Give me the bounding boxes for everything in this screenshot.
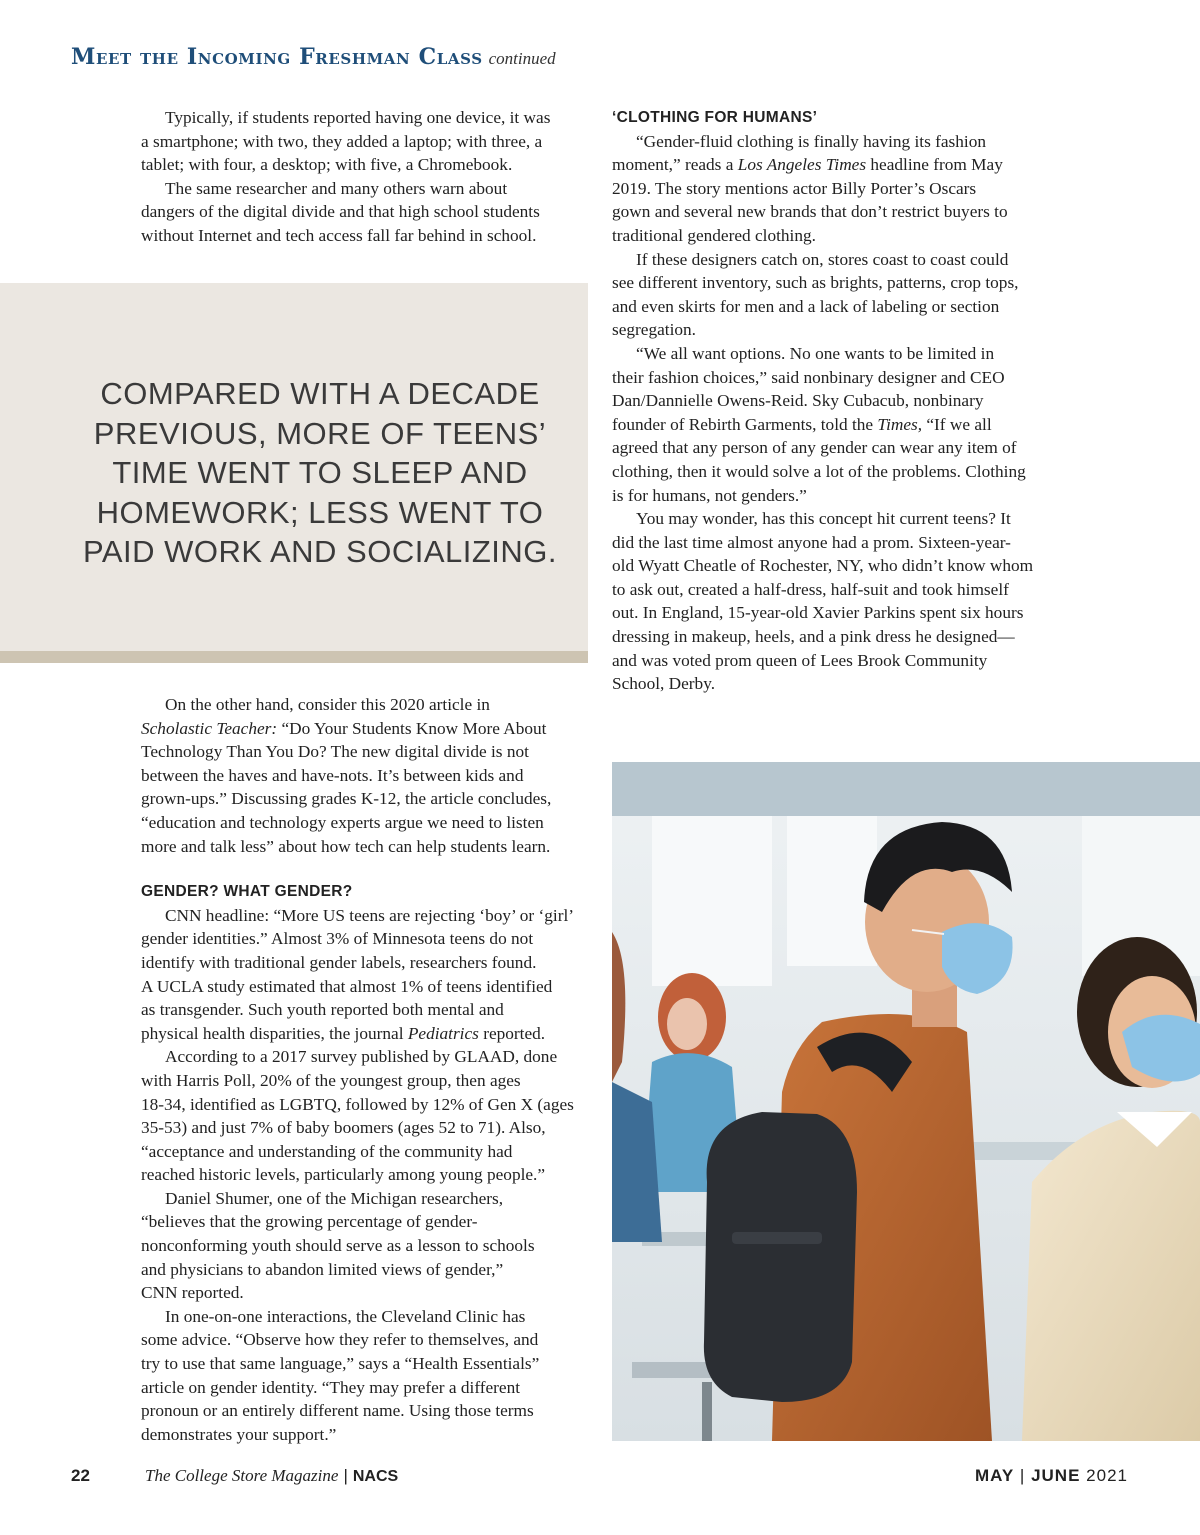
text-line: You may wonder, has this concept hit current teens? It: [636, 509, 1011, 529]
section-heading: GENDER? WHAT GENDER?: [141, 883, 353, 901]
text-line: out. In England, 15-year-old Xavier Parkins spent six hours: [612, 603, 1024, 623]
text-line: The same researcher and many others warn about: [165, 178, 508, 198]
section-heading: ‘CLOTHING FOR HUMANS’: [612, 109, 818, 126]
text-line: reached historic levels, particularly among young people.”: [141, 1165, 546, 1185]
text-line: nonconforming youth should serve as a lesson to schools: [141, 1236, 535, 1256]
text-line: clothing, then it would solve a lot of the problems. Clothing: [612, 461, 1026, 481]
text-line: Technology Than You Do? The new digital divide is not: [141, 742, 529, 762]
left-column-bottom: [141, 693, 591, 1446]
text-line: between the haves and have-nots. It’s between kids and: [141, 765, 524, 785]
text-line: “We all want options. No one wants to be limited in: [636, 343, 995, 363]
pull-quote-line: PREVIOUS, MORE OF TEENS’: [93, 415, 547, 451]
text-line: grown-ups.” Discussing grades K-12, the article concludes,: [141, 789, 552, 809]
text-line: and physicians to abandon limited views of gender,”: [141, 1259, 504, 1279]
pull-quote-line: COMPARED WITH A DECADE: [100, 376, 540, 411]
section-title: Meet the Incoming Freshman Class: [71, 44, 483, 70]
right-column: [612, 106, 1062, 696]
magazine-credit: [145, 1466, 398, 1486]
text-line: Dan/Dannielle Owens-Reid. Sky Cubacub, nonbinary: [612, 391, 984, 411]
text-line: physical health disparities, the journal Pediatrics reported.: [141, 1023, 546, 1043]
left-column-top: [141, 106, 591, 248]
issue-year: 2021: [1086, 1466, 1128, 1485]
text-line: did the last time almost anyone had a prom. Sixteen-year-: [612, 532, 1011, 552]
text-line: 35-53) and just 7% of baby boomers (ages 52 to 71). Also,: [141, 1118, 546, 1138]
text-line: see different inventory, such as brights, patterns, crop tops,: [612, 273, 1019, 293]
text-line: without Internet and tech access fall far behind in school.: [141, 225, 537, 245]
page-number: 22: [71, 1466, 90, 1485]
text-line: with Harris Poll, 20% of the youngest group, then ages: [141, 1070, 521, 1090]
text-line: and even skirts for men and a lack of labeling or section: [612, 296, 1000, 316]
photo-illustration: [612, 762, 1200, 1441]
text-line: A UCLA study estimated that almost 1% of teens identified: [141, 976, 553, 996]
text-line: traditional gendered clothing.: [612, 225, 816, 245]
text-line: more and talk less” about how tech can help students learn.: [141, 836, 551, 856]
publication-title: Scholastic Teacher:: [141, 718, 278, 738]
pull-quote: [60, 374, 580, 572]
text-line: CNN headline: “More US teens are rejecting ‘boy’ or ‘girl’: [165, 905, 575, 925]
text-line: 18-34, identified as LGBTQ, followed by 12% of Gen X (ages: [141, 1094, 574, 1114]
organization-name: NACS: [352, 1468, 399, 1485]
text-line: Daniel Shumer, one of the Michigan researchers,: [165, 1188, 504, 1208]
text-line: is for humans, not genders.”: [612, 485, 807, 505]
text-line: CNN reported.: [141, 1283, 244, 1303]
text-line: On the other hand, consider this 2020 article in: [165, 695, 490, 714]
text-line: demonstrates your support.”: [141, 1424, 337, 1444]
text-line: gown and several new brands that don’t restrict buyers to: [612, 202, 1008, 222]
text-line: as transgender. Such youth reported both mental and: [141, 1000, 504, 1020]
text-line: School, Derby.: [612, 674, 716, 694]
students-photo: [612, 762, 1200, 1441]
text-line: founder of Rebirth Garments, told the Times, “If we all: [612, 414, 992, 434]
journal-title: Pediatrics: [407, 1023, 479, 1043]
pull-quote-line: HOMEWORK; LESS WENT TO: [96, 494, 544, 530]
text-line: try to use that same language,” says a “Health Essentials”: [141, 1354, 540, 1374]
text-line: a smartphone; with two, they added a laptop; with three, a: [141, 131, 543, 151]
text-line: According to a 2017 survey published by GLAAD, done: [165, 1047, 558, 1067]
continued-label: continued: [488, 49, 556, 68]
issue-month: MAY: [974, 1466, 1015, 1485]
text-line: some advice. “Observe how they refer to themselves, and: [141, 1330, 539, 1350]
text-line: moment,” reads a Los Angeles Times headline from May: [612, 155, 1003, 175]
text-line: “Gender-fluid clothing is finally having its fashion: [636, 131, 987, 151]
text-line: identify with traditional gender labels, researchers found.: [141, 952, 537, 972]
text-line: to ask out, created a half-dress, half-suit and took himself: [612, 579, 1009, 599]
text-line: tablet; with four, a desktop; with five, a Chromebook.: [141, 155, 513, 175]
text-line: their fashion choices,” said nonbinary designer and CEO: [612, 367, 1005, 387]
issue-month-2: JUNE: [1031, 1466, 1081, 1485]
text-line: Scholastic Teacher: “Do Your Students Know More About: [141, 718, 547, 738]
magazine-name: The College Store Magazine: [145, 1466, 339, 1485]
text-line: gender identities.” Almost 3% of Minnesota teens do not: [141, 929, 534, 949]
newspaper-title: Los Angeles Times: [737, 155, 867, 175]
text-line: article on gender identity. “They may prefer a different: [141, 1377, 521, 1397]
text-line: “education and technology experts argue we need to listen: [141, 812, 544, 832]
pull-quote-line: PAID WORK AND SOCIALIZING.: [82, 534, 558, 569]
text-line: pronoun or an entirely different name. Using those terms: [141, 1401, 534, 1421]
text-line: old Wyatt Cheatle of Rochester, NY, who didn’t know whom: [612, 556, 1034, 576]
text-line: “acceptance and understanding of the community had: [141, 1141, 513, 1161]
issue-separator: |: [1019, 1466, 1026, 1485]
text-line: If these designers catch on, stores coast to coast could: [636, 249, 1009, 269]
pull-quote-rule: [0, 651, 588, 663]
text-line: agreed that any person of any gender can wear any item of: [612, 438, 1017, 458]
running-head: [71, 44, 556, 70]
text-line: In one-on-one interactions, the Cleveland Clinic has: [165, 1306, 526, 1326]
text-line: dangers of the digital divide and that high school students: [141, 202, 540, 222]
text-line: dressing in makeup, heels, and a pink dress he designed—: [612, 627, 1015, 647]
text-line: and was voted prom queen of Lees Brook Community: [612, 650, 988, 670]
text-line: “believes that the growing percentage of gender-: [141, 1212, 478, 1232]
page-footer: [0, 1466, 1200, 1496]
newspaper-title-short: Times,: [877, 414, 923, 434]
text-line: 2019. The story mentions actor Billy Porter’s Oscars: [612, 178, 977, 198]
text-line: segregation.: [612, 320, 696, 340]
text-line: Typically, if students reported having one device, it was: [165, 108, 551, 127]
pull-quote-line: TIME WENT TO SLEEP AND: [112, 455, 528, 490]
footer-separator: |: [343, 1466, 348, 1485]
issue-date: [975, 1466, 1128, 1486]
